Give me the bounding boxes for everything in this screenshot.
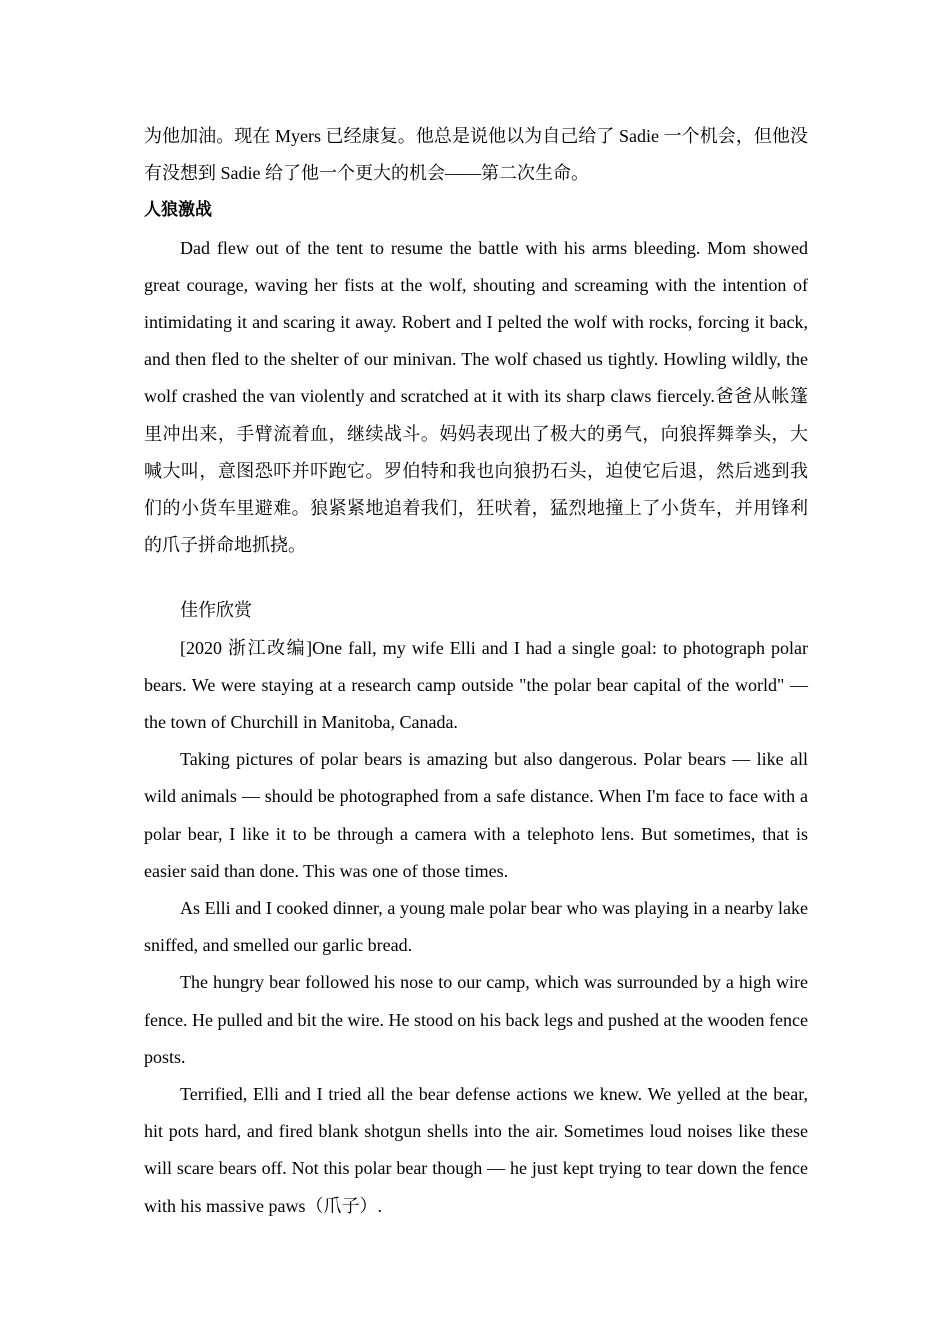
story-paragraph-5: Terrified, Elli and I tried all the bear defense actions we knew. We yelled at the bear, hit pots hard, and fired blank shotgun shells into the air. Sometimes loud noises like these will scare bears off. Not this polar bear though — he just kept trying to tear down the fence with his massive paws（爪子）. [144, 1084, 808, 1216]
section-heading: 人狼激战 [144, 200, 212, 221]
story-paragraph-2: Taking pictures of polar bears is amazing but also dangerous. Polar bears — like all wild animals — should be photographed from a safe distance. When I'm face to face with a polar bear, I like it to be through a camera with a telephoto lens. But sometimes, that is easier said than done. This was one of those times. [144, 749, 808, 881]
wolf-passage-paragraph: Dad flew out of the tent to resume the battle with his arms bleeding. Mom showed great courage, waving her fists at the wolf, shouting and screaming with the intention of intimidating it and scaring it away. Robert and I pelted the wolf with rocks, forcing it back, and then fled to the shelter of our minivan. The wolf chased us tightly. Howling wildly, the wolf crashed the van violently and scratched at it with its sharp claws fiercely.爸爸从帐篷里冲出来，手臂流着血，继续战斗。妈妈表现出了极大的勇气，向狼挥舞拳头，大喊大叫，意图恐吓并吓跑它。罗伯特和我也向狼扔石头，迫使它后退，然后逃到我们的小货车里避难。狼紧紧地追着我们，狂吠着，猛烈地撞上了小货车，并用锋利的爪子拼命地抓挠。 [144, 237, 808, 556]
intro-paragraph: 为他加油。现在 Myers 已经康复。他总是说他以为自己给了 Sadie 一个机会，但他没有没想到 Sadie 给了他一个更大的机会——第二次生命。 [144, 126, 808, 184]
section-spacer [144, 564, 808, 592]
story-paragraph-1: [2020 浙江改编]One fall, my wife Elli and I had a single goal: to photograph polar bears. We were staying at a research camp outside "the polar bear capital of the world" — the town of Churchill in Manitoba, Canada. [144, 637, 808, 733]
document-page [144, 118, 808, 1225]
story-paragraph-3: As Elli and I cooked dinner, a young male polar bear who was playing in a nearby lake sniffed, and smelled our garlic bread. [144, 898, 808, 956]
appreciation-label: 佳作欣赏 [180, 600, 252, 621]
story-paragraph-4: The hungry bear followed his nose to our camp, which was surrounded by a high wire fence. He pulled and bit the wire. He stood on his back legs and pushed at the wooden fence posts. [144, 972, 808, 1067]
